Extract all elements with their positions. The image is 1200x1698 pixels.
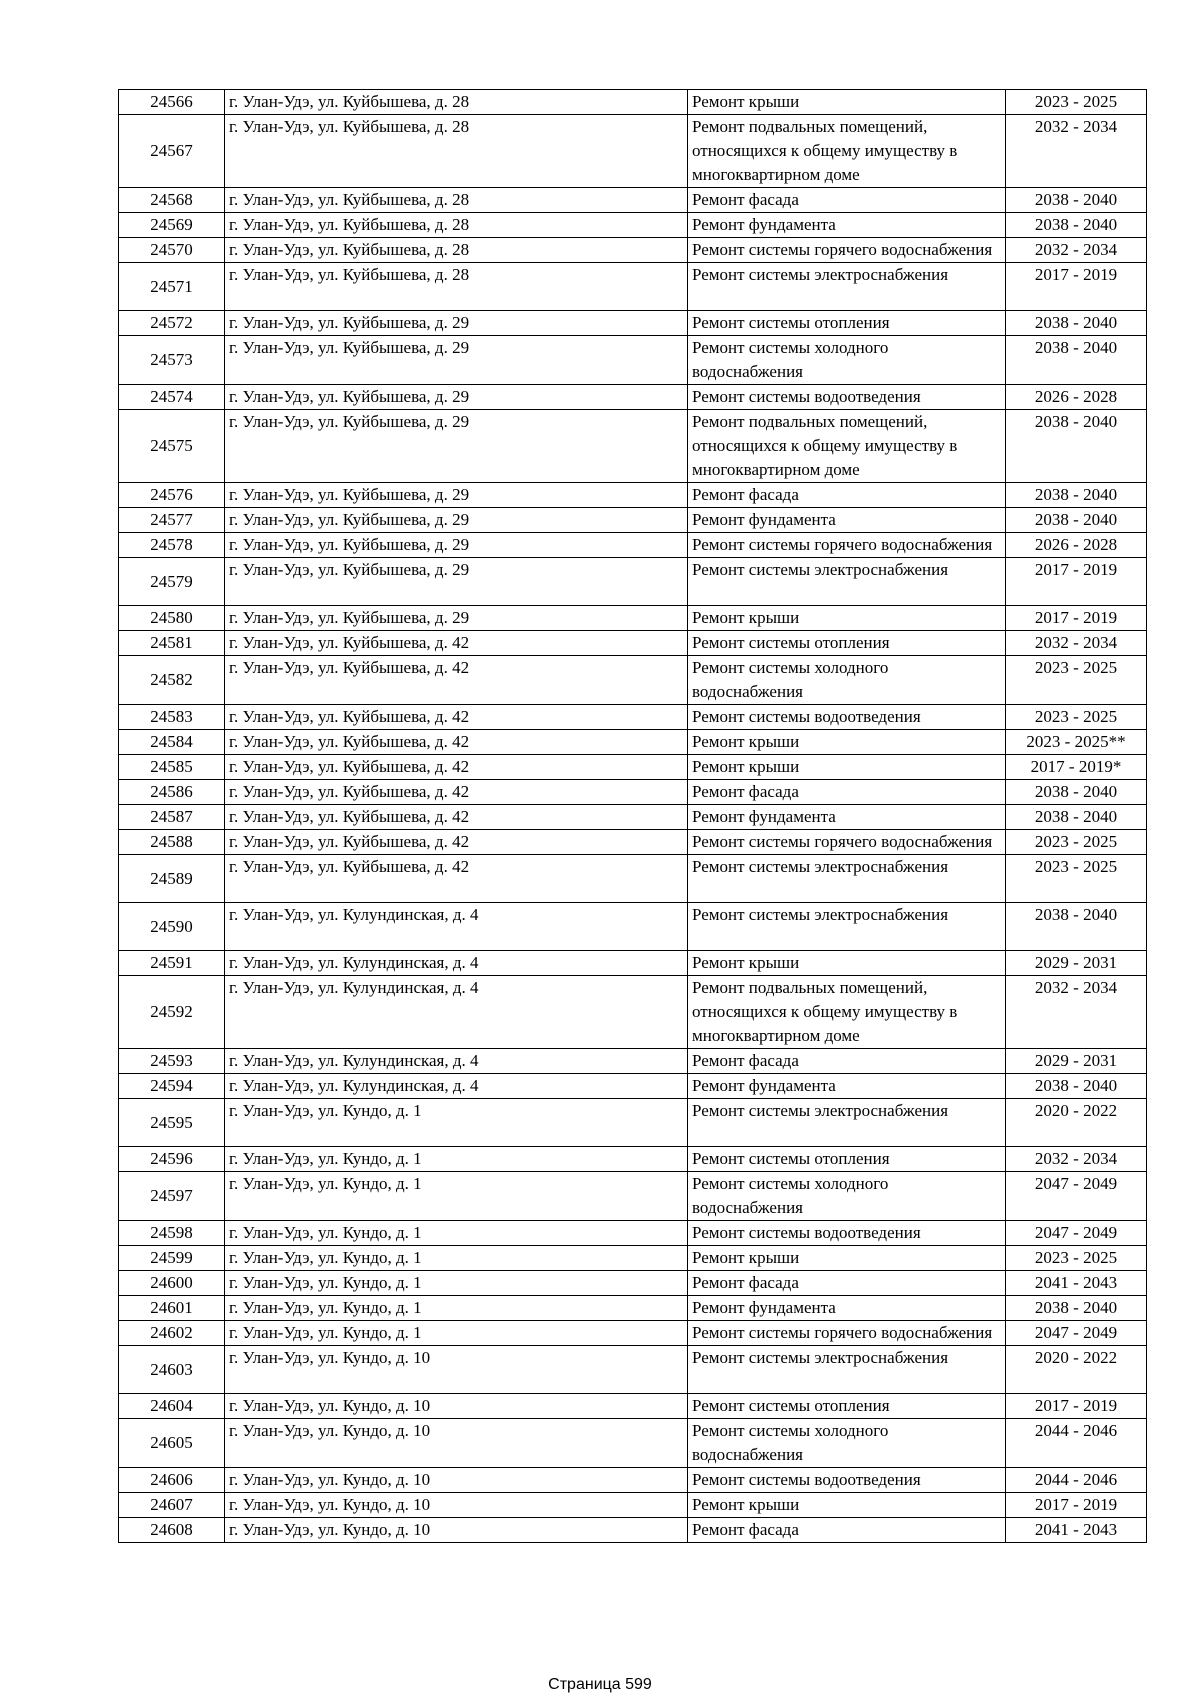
row-number: 24573 <box>119 336 225 385</box>
row-number: 24571 <box>119 263 225 311</box>
row-number: 24599 <box>119 1246 225 1271</box>
row-years: 2023 - 2025 <box>1006 855 1147 903</box>
table-row <box>119 631 1147 656</box>
row-address: г. Улан-Удэ, ул. Куйбышева, д. 42 <box>225 631 688 656</box>
row-number: 24586 <box>119 780 225 805</box>
row-years: 2038 - 2040 <box>1006 311 1147 336</box>
row-work-type: Ремонт крыши <box>688 951 1006 976</box>
row-years: 2041 - 2043 <box>1006 1271 1147 1296</box>
row-years: 2032 - 2034 <box>1006 976 1147 1049</box>
table-row <box>119 1321 1147 1346</box>
table-row <box>119 951 1147 976</box>
row-work-type: Ремонт системы отопления <box>688 1147 1006 1172</box>
table-row <box>119 558 1147 606</box>
row-work-type: Ремонт системы отопления <box>688 1394 1006 1419</box>
table-row <box>119 533 1147 558</box>
row-work-type: Ремонт фундамента <box>688 805 1006 830</box>
row-work-type: Ремонт системы холодного водоснабжения <box>688 1419 1006 1468</box>
table-row <box>119 188 1147 213</box>
row-years: 2017 - 2019* <box>1006 755 1147 780</box>
row-years: 2038 - 2040 <box>1006 508 1147 533</box>
repair-schedule-table <box>118 89 1147 1543</box>
row-number: 24566 <box>119 90 225 115</box>
table-row <box>119 90 1147 115</box>
row-address: г. Улан-Удэ, ул. Кундо, д. 1 <box>225 1221 688 1246</box>
row-years: 2029 - 2031 <box>1006 1049 1147 1074</box>
row-address: г. Улан-Удэ, ул. Кундо, д. 10 <box>225 1346 688 1394</box>
row-years: 2029 - 2031 <box>1006 951 1147 976</box>
row-address: г. Улан-Удэ, ул. Куйбышева, д. 42 <box>225 780 688 805</box>
table-body <box>119 90 1147 1543</box>
row-address: г. Улан-Удэ, ул. Кундо, д. 1 <box>225 1271 688 1296</box>
table-row <box>119 730 1147 755</box>
row-number: 24605 <box>119 1419 225 1468</box>
table-row <box>119 1172 1147 1221</box>
row-work-type: Ремонт системы горячего водоснабжения <box>688 1321 1006 1346</box>
row-number: 24570 <box>119 238 225 263</box>
row-years: 2023 - 2025** <box>1006 730 1147 755</box>
row-number: 24568 <box>119 188 225 213</box>
row-number: 24581 <box>119 631 225 656</box>
row-number: 24593 <box>119 1049 225 1074</box>
row-years: 2041 - 2043 <box>1006 1518 1147 1543</box>
table-row <box>119 1049 1147 1074</box>
row-work-type: Ремонт фундамента <box>688 1296 1006 1321</box>
table-row <box>119 410 1147 483</box>
row-work-type: Ремонт фасада <box>688 780 1006 805</box>
table-row <box>119 755 1147 780</box>
row-address: г. Улан-Удэ, ул. Куйбышева, д. 28 <box>225 263 688 311</box>
row-work-type: Ремонт системы электроснабжения <box>688 263 1006 311</box>
row-address: г. Улан-Удэ, ул. Кулундинская, д. 4 <box>225 951 688 976</box>
row-address: г. Улан-Удэ, ул. Куйбышева, д. 42 <box>225 830 688 855</box>
table-row <box>119 1346 1147 1394</box>
row-years: 2026 - 2028 <box>1006 533 1147 558</box>
row-work-type: Ремонт фасада <box>688 188 1006 213</box>
row-work-type: Ремонт крыши <box>688 606 1006 631</box>
row-address: г. Улан-Удэ, ул. Кундо, д. 10 <box>225 1419 688 1468</box>
table-row <box>119 705 1147 730</box>
row-number: 24608 <box>119 1518 225 1543</box>
row-address: г. Улан-Удэ, ул. Кундо, д. 1 <box>225 1172 688 1221</box>
row-number: 24578 <box>119 533 225 558</box>
row-years: 2023 - 2025 <box>1006 1246 1147 1271</box>
row-years: 2038 - 2040 <box>1006 410 1147 483</box>
row-years: 2017 - 2019 <box>1006 558 1147 606</box>
table-row <box>119 830 1147 855</box>
row-number: 24596 <box>119 1147 225 1172</box>
row-years: 2017 - 2019 <box>1006 1493 1147 1518</box>
row-work-type: Ремонт крыши <box>688 755 1006 780</box>
table-row <box>119 508 1147 533</box>
row-years: 2038 - 2040 <box>1006 805 1147 830</box>
row-address: г. Улан-Удэ, ул. Куйбышева, д. 29 <box>225 558 688 606</box>
row-work-type: Ремонт фундамента <box>688 508 1006 533</box>
row-years: 2047 - 2049 <box>1006 1321 1147 1346</box>
row-number: 24604 <box>119 1394 225 1419</box>
row-address: г. Улан-Удэ, ул. Кундо, д. 1 <box>225 1099 688 1147</box>
row-work-type: Ремонт фасада <box>688 1518 1006 1543</box>
row-years: 2038 - 2040 <box>1006 188 1147 213</box>
row-address: г. Улан-Удэ, ул. Куйбышева, д. 29 <box>225 385 688 410</box>
row-address: г. Улан-Удэ, ул. Куйбышева, д. 29 <box>225 606 688 631</box>
row-address: г. Улан-Удэ, ул. Куйбышева, д. 28 <box>225 238 688 263</box>
row-address: г. Улан-Удэ, ул. Кулундинская, д. 4 <box>225 976 688 1049</box>
row-work-type: Ремонт подвальных помещений, относящихся к общему имуществу в многоквартирном доме <box>688 410 1006 483</box>
row-work-type: Ремонт крыши <box>688 1493 1006 1518</box>
row-years: 2038 - 2040 <box>1006 483 1147 508</box>
row-work-type: Ремонт системы электроснабжения <box>688 855 1006 903</box>
row-years: 2032 - 2034 <box>1006 115 1147 188</box>
table-row <box>119 483 1147 508</box>
row-address: г. Улан-Удэ, ул. Кулундинская, д. 4 <box>225 1049 688 1074</box>
row-number: 24607 <box>119 1493 225 1518</box>
table-row <box>119 656 1147 705</box>
row-address: г. Улан-Удэ, ул. Кундо, д. 1 <box>225 1147 688 1172</box>
row-work-type: Ремонт системы водоотведения <box>688 1221 1006 1246</box>
row-work-type: Ремонт системы горячего водоснабжения <box>688 238 1006 263</box>
row-years: 2038 - 2040 <box>1006 213 1147 238</box>
row-work-type: Ремонт крыши <box>688 90 1006 115</box>
row-number: 24592 <box>119 976 225 1049</box>
row-number: 24582 <box>119 656 225 705</box>
table-row <box>119 1221 1147 1246</box>
row-years: 2038 - 2040 <box>1006 903 1147 951</box>
table-row <box>119 1493 1147 1518</box>
row-address: г. Улан-Удэ, ул. Кундо, д. 1 <box>225 1296 688 1321</box>
row-work-type: Ремонт системы водоотведения <box>688 385 1006 410</box>
row-number: 24567 <box>119 115 225 188</box>
table-row <box>119 1296 1147 1321</box>
row-address: г. Улан-Удэ, ул. Кундо, д. 1 <box>225 1321 688 1346</box>
row-number: 24577 <box>119 508 225 533</box>
table-row <box>119 1147 1147 1172</box>
row-address: г. Улан-Удэ, ул. Куйбышева, д. 42 <box>225 855 688 903</box>
row-address: г. Улан-Удэ, ул. Кулундинская, д. 4 <box>225 903 688 951</box>
row-address: г. Улан-Удэ, ул. Куйбышева, д. 29 <box>225 410 688 483</box>
row-number: 24585 <box>119 755 225 780</box>
row-work-type: Ремонт фундамента <box>688 1074 1006 1099</box>
row-work-type: Ремонт системы горячего водоснабжения <box>688 830 1006 855</box>
row-number: 24576 <box>119 483 225 508</box>
table-row <box>119 606 1147 631</box>
row-years: 2032 - 2034 <box>1006 238 1147 263</box>
table-row <box>119 1074 1147 1099</box>
row-number: 24597 <box>119 1172 225 1221</box>
page-number: Страница 599 <box>548 1676 652 1693</box>
row-years: 2038 - 2040 <box>1006 780 1147 805</box>
row-years: 2017 - 2019 <box>1006 606 1147 631</box>
row-address: г. Улан-Удэ, ул. Куйбышева, д. 29 <box>225 311 688 336</box>
row-address: г. Улан-Удэ, ул. Куйбышева, д. 42 <box>225 805 688 830</box>
row-number: 24594 <box>119 1074 225 1099</box>
row-number: 24574 <box>119 385 225 410</box>
row-years: 2044 - 2046 <box>1006 1419 1147 1468</box>
row-work-type: Ремонт крыши <box>688 730 1006 755</box>
row-address: г. Улан-Удэ, ул. Куйбышева, д. 29 <box>225 483 688 508</box>
row-years: 2044 - 2046 <box>1006 1468 1147 1493</box>
row-years: 2038 - 2040 <box>1006 1074 1147 1099</box>
row-number: 24583 <box>119 705 225 730</box>
row-work-type: Ремонт фасада <box>688 1049 1006 1074</box>
row-years: 2026 - 2028 <box>1006 385 1147 410</box>
row-years: 2023 - 2025 <box>1006 656 1147 705</box>
table-row <box>119 805 1147 830</box>
row-address: г. Улан-Удэ, ул. Кундо, д. 10 <box>225 1468 688 1493</box>
row-work-type: Ремонт крыши <box>688 1246 1006 1271</box>
row-address: г. Улан-Удэ, ул. Кулундинская, д. 4 <box>225 1074 688 1099</box>
row-work-type: Ремонт подвальных помещений, относящихся к общему имуществу в многоквартирном доме <box>688 976 1006 1049</box>
row-work-type: Ремонт системы водоотведения <box>688 705 1006 730</box>
row-work-type: Ремонт системы электроснабжения <box>688 1099 1006 1147</box>
row-number: 24603 <box>119 1346 225 1394</box>
row-years: 2047 - 2049 <box>1006 1221 1147 1246</box>
row-years: 2032 - 2034 <box>1006 1147 1147 1172</box>
table-row <box>119 855 1147 903</box>
table-row <box>119 311 1147 336</box>
row-work-type: Ремонт системы холодного водоснабжения <box>688 1172 1006 1221</box>
table-row <box>119 115 1147 188</box>
table-row <box>119 385 1147 410</box>
row-work-type: Ремонт системы электроснабжения <box>688 903 1006 951</box>
row-years: 2020 - 2022 <box>1006 1099 1147 1147</box>
row-number: 24598 <box>119 1221 225 1246</box>
row-years: 2023 - 2025 <box>1006 90 1147 115</box>
row-number: 24591 <box>119 951 225 976</box>
row-number: 24575 <box>119 410 225 483</box>
row-address: г. Улан-Удэ, ул. Кундо, д. 10 <box>225 1493 688 1518</box>
row-address: г. Улан-Удэ, ул. Куйбышева, д. 28 <box>225 213 688 238</box>
table-row <box>119 1246 1147 1271</box>
row-work-type: Ремонт системы отопления <box>688 631 1006 656</box>
row-years: 2038 - 2040 <box>1006 336 1147 385</box>
row-address: г. Улан-Удэ, ул. Куйбышева, д. 28 <box>225 115 688 188</box>
row-work-type: Ремонт подвальных помещений, относящихся к общему имуществу в многоквартирном доме <box>688 115 1006 188</box>
row-work-type: Ремонт системы водоотведения <box>688 1468 1006 1493</box>
row-number: 24600 <box>119 1271 225 1296</box>
row-address: г. Улан-Удэ, ул. Куйбышева, д. 29 <box>225 508 688 533</box>
row-years: 2023 - 2025 <box>1006 830 1147 855</box>
row-number: 24601 <box>119 1296 225 1321</box>
row-number: 24569 <box>119 213 225 238</box>
row-address: г. Улан-Удэ, ул. Куйбышева, д. 42 <box>225 755 688 780</box>
row-work-type: Ремонт фасада <box>688 1271 1006 1296</box>
row-address: г. Улан-Удэ, ул. Куйбышева, д. 42 <box>225 730 688 755</box>
row-address: г. Улан-Удэ, ул. Кундо, д. 1 <box>225 1246 688 1271</box>
row-address: г. Улан-Удэ, ул. Куйбышева, д. 29 <box>225 336 688 385</box>
row-years: 2023 - 2025 <box>1006 705 1147 730</box>
row-years: 2017 - 2019 <box>1006 263 1147 311</box>
table-row <box>119 1099 1147 1147</box>
row-work-type: Ремонт системы электроснабжения <box>688 558 1006 606</box>
row-number: 24580 <box>119 606 225 631</box>
row-address: г. Улан-Удэ, ул. Куйбышева, д. 42 <box>225 705 688 730</box>
table-row <box>119 780 1147 805</box>
row-work-type: Ремонт системы горячего водоснабжения <box>688 533 1006 558</box>
row-years: 2047 - 2049 <box>1006 1172 1147 1221</box>
table-row <box>119 213 1147 238</box>
row-address: г. Улан-Удэ, ул. Куйбышева, д. 28 <box>225 188 688 213</box>
row-work-type: Ремонт фундамента <box>688 213 1006 238</box>
row-address: г. Улан-Удэ, ул. Кундо, д. 10 <box>225 1394 688 1419</box>
row-address: г. Улан-Удэ, ул. Куйбышева, д. 28 <box>225 90 688 115</box>
table-row <box>119 1419 1147 1468</box>
row-address: г. Улан-Удэ, ул. Кундо, д. 10 <box>225 1518 688 1543</box>
row-address: г. Улан-Удэ, ул. Куйбышева, д. 29 <box>225 533 688 558</box>
table-row <box>119 336 1147 385</box>
row-work-type: Ремонт фасада <box>688 483 1006 508</box>
row-work-type: Ремонт системы электроснабжения <box>688 1346 1006 1394</box>
row-number: 24587 <box>119 805 225 830</box>
row-work-type: Ремонт системы отопления <box>688 311 1006 336</box>
row-number: 24606 <box>119 1468 225 1493</box>
row-number: 24584 <box>119 730 225 755</box>
row-number: 24572 <box>119 311 225 336</box>
row-number: 24588 <box>119 830 225 855</box>
row-years: 2038 - 2040 <box>1006 1296 1147 1321</box>
row-address: г. Улан-Удэ, ул. Куйбышева, д. 42 <box>225 656 688 705</box>
row-work-type: Ремонт системы холодного водоснабжения <box>688 656 1006 705</box>
table-row <box>119 263 1147 311</box>
row-years: 2020 - 2022 <box>1006 1346 1147 1394</box>
row-years: 2032 - 2034 <box>1006 631 1147 656</box>
table-row <box>119 1394 1147 1419</box>
row-number: 24589 <box>119 855 225 903</box>
row-number: 24602 <box>119 1321 225 1346</box>
row-number: 24590 <box>119 903 225 951</box>
table-row <box>119 1518 1147 1543</box>
table-row <box>119 976 1147 1049</box>
table-row <box>119 1271 1147 1296</box>
row-number: 24579 <box>119 558 225 606</box>
table-row <box>119 238 1147 263</box>
row-number: 24595 <box>119 1099 225 1147</box>
row-work-type: Ремонт системы холодного водоснабжения <box>688 336 1006 385</box>
row-years: 2017 - 2019 <box>1006 1394 1147 1419</box>
table-row <box>119 1468 1147 1493</box>
table-row <box>119 903 1147 951</box>
